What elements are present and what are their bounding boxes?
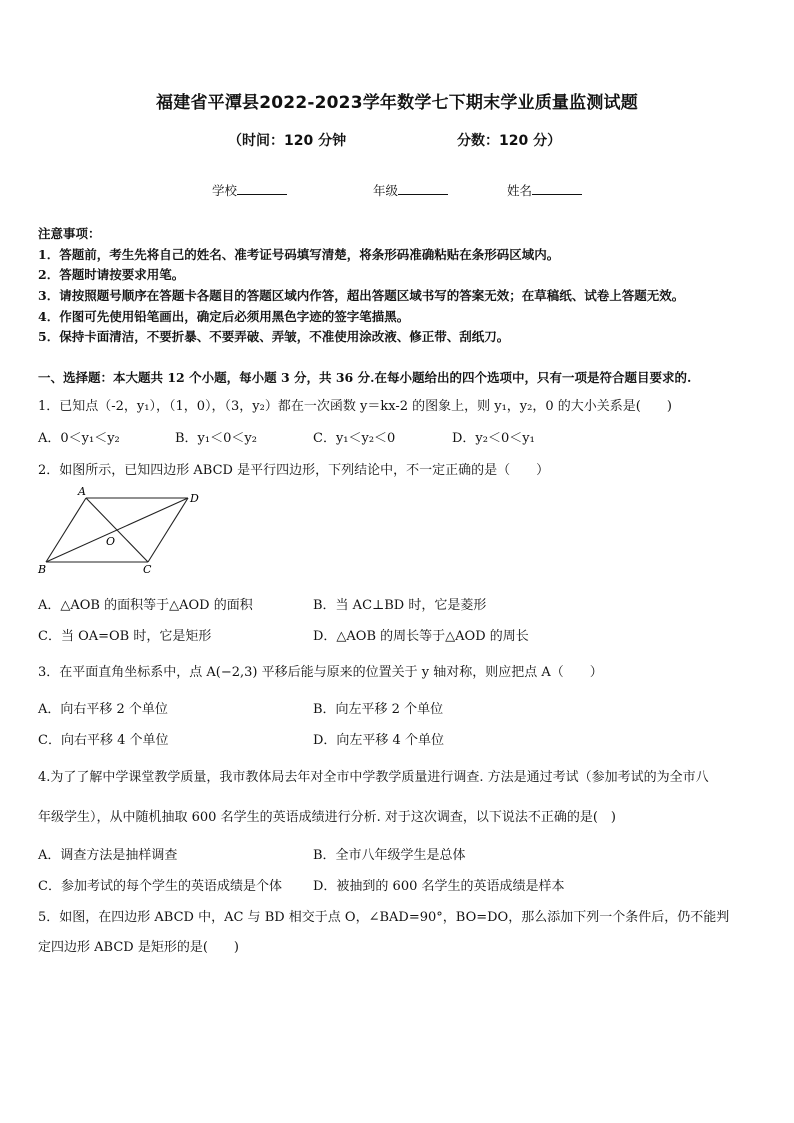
q2-option-b: B．当 AC⊥BD 时，它是菱形 — [313, 598, 487, 613]
q1-option-a: A．0＜y₁＜y₂ — [38, 431, 120, 446]
grade-label: 年级 — [373, 183, 399, 198]
school-blank — [237, 183, 287, 195]
notes-heading: 注意事项： — [38, 226, 101, 241]
question-5-stem-line-1: 5．如图，在四边形 ABCD 中，AC 与 BD 相交于点 O，∠BAD=90°，BO=DO，那么添加下列一个条件后，仍不能判 — [38, 910, 730, 925]
name-blank — [532, 183, 582, 195]
grade-blank — [398, 183, 448, 195]
note-item: 5．保持卡面清洁，不要折暴、不要弄破、弄皱，不准使用涂改液、修正带、刮纸刀。 — [38, 329, 510, 344]
question-2-stem: 2．如图所示，已知四边形 ABCD 是平行四边形，下列结论中，不一定正确的是（ ） — [38, 463, 550, 478]
label-o: O — [106, 535, 116, 548]
label-d: D — [190, 492, 199, 505]
q3-option-c: C．向右平移 4 个单位 — [38, 733, 169, 748]
q4-option-c: C．参加考试的每个学生的英语成绩是个体 — [38, 879, 282, 894]
note-item: 2．答题时请按要求用笔。 — [38, 267, 185, 282]
q3-option-b: B．向左平移 2 个单位 — [313, 702, 444, 717]
q3-option-d: D．向左平移 4 个单位 — [313, 733, 444, 748]
note-item: 4．作图可先使用铅笔画出，确定后必须用黑色字迹的签字笔描黑。 — [38, 309, 410, 324]
q1-option-c: C．y₁＜y₂＜0 — [313, 431, 396, 446]
note-item: 3．请按照题号顺序在答题卡各题目的答题区域内作答，超出答题区域书写的答案无效；在草稿纸、试卷上答题无效。 — [38, 288, 685, 303]
parallelogram-figure — [36, 484, 206, 576]
label-c: C — [143, 563, 152, 576]
section-heading: 一、选择题：本大题共 12 个小题，每小题 3 分，共 36 分.在每小题给出的四个选项中，只有一项是符合题目要求的. — [38, 370, 692, 385]
q4-option-a: A．调查方法是抽样调查 — [38, 848, 178, 863]
exam-score: 分数：120 分） — [457, 133, 562, 149]
q4-option-d: D．被抽到的 600 名学生的英语成绩是样本 — [313, 879, 565, 894]
page-title: 福建省平潭县2022-2023学年数学七下期末学业质量监测试题 — [156, 93, 638, 113]
question-4-stem-line-2: 年级学生），从中随机抽取 600 名学生的英语成绩进行分析. 对于这次调查，以下说法不正确的是( ) — [38, 810, 616, 825]
q1-option-b: B．y₁＜0＜y₂ — [175, 431, 257, 446]
q2-option-a: A．△AOB 的面积等于△AOD 的面积 — [38, 598, 253, 613]
name-label: 姓名 — [507, 183, 533, 198]
name-field — [507, 181, 582, 199]
diagonal-bd — [46, 498, 188, 562]
q1-option-d: D．y₂＜0＜y₁ — [452, 431, 535, 446]
question-4-stem-line-1: 4.为了了解中学课堂教学质量，我市教体局去年对全市中学教学质量进行调查. 方法是通过考试（参加考试的为全市八 — [38, 770, 709, 785]
school-label: 学校 — [212, 183, 238, 198]
note-item: 1．答题前，考生先将自己的姓名、准考证号码填写清楚，将条形码准确粘贴在条形码区域内。 — [38, 247, 560, 262]
q3-option-a: A．向右平移 2 个单位 — [38, 702, 168, 717]
question-3-stem: 3．在平面直角坐标系中，点 A(−2,3) 平移后能与原来的位置关于 y 轴对称，则应把点 A（ ） — [38, 665, 603, 680]
grade-field — [373, 181, 448, 199]
exam-time: （时间：120 分钟 — [228, 133, 347, 149]
q2-option-d: D．△AOB 的周长等于△AOD 的周长 — [313, 629, 529, 644]
question-1-stem: 1．已知点（-2，y₁），（1，0），（3，y₂）都在一次函数 y＝kx-2 的图象上，则 y₁，y₂，0 的大小关系是( ) — [38, 399, 672, 414]
label-a: A — [78, 485, 86, 498]
label-b: B — [38, 563, 47, 576]
school-field — [212, 181, 287, 199]
q4-option-b: B．全市八年级学生是总体 — [313, 848, 466, 863]
q2-option-c: C．当 OA=OB 时，它是矩形 — [38, 629, 212, 644]
question-5-stem-line-2: 定四边形 ABCD 是矩形的是( ) — [38, 940, 239, 955]
